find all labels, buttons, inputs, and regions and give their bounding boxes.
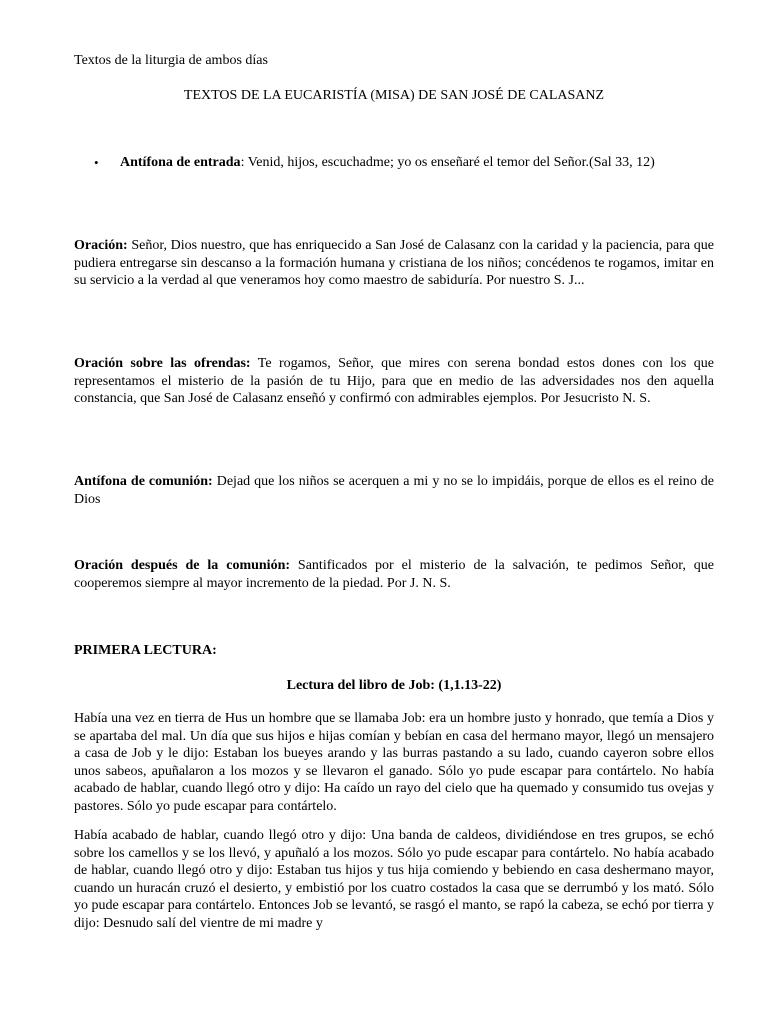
lectura-title: Lectura del libro de Job: (1,1.13-22): [286, 678, 502, 693]
oracion-despues-paragraph: [74, 557, 714, 592]
oracion-ofrendas-paragraph: [74, 355, 714, 408]
oracion-label: Oración:: [74, 238, 128, 253]
bullet-icon: •: [94, 155, 99, 170]
oracion-paragraph: [74, 237, 714, 290]
antifona-entrada-text: [120, 154, 714, 172]
oracion-body: Señor, Dios nuestro, que has enriquecido a San José de Calasanz con la caridad y la paciencia, para que pudiera entregarse sin descanso a la formación humana y cristiana de los niños; concédenos te rogamos, imitar en su servicio a la verdad al que veneramos hoy como maestro de sabiduría. Por nuestro S. J...: [74, 238, 714, 288]
lectura-paragraph-1: Había una vez en tierra de Hus un hombre que se llamaba Job: era un hombre justo y honrado, que temía a Dios y se apartaba del mal. Un día que sus hijos e hijas comían y bebían en casa del hermano mayor, llegó un mensajero a casa de Job y le dijo: Estaban los bueyes arando y las burras pastando a su lado, cuando cayeron sobre ellos unos sabeos, apuñalaron a los mozos y se llevaron el ganado. Sólo yo pude escapar para contártelo. No había acabado de hablar, cuando llegó otro y dijo: Ha caído un rayo del cielo que ha quemado y consumido tus ovejas y pastores. Sólo yo pude escapar para contártelo.: [74, 711, 714, 814]
antifona-comunion-paragraph: [74, 473, 714, 508]
oracion-despues-body: Santificados por el misterio de la salvación, te pedimos Señor, que cooperemos siempre al mayor incremento de la piedad. Por J. N. S.: [74, 558, 714, 591]
antifona-entrada-item: [74, 154, 714, 172]
header-line: Textos de la liturgia de ambos días: [74, 53, 268, 68]
main-title: TEXTOS DE LA EUCARISTÍA (MISA) DE SAN JOSÉ DE CALASANZ: [183, 88, 605, 103]
lectura-paragraph-2: Había acabado de hablar, cuando llegó otro y dijo: Una banda de caldeos, dividiéndose en tres grupos, se echó sobre los camellos y se los llevó, y apuñaló a los mozos. Sólo yo pude escapar para contártelo. No había acabado de hablar, cuando llegó otro y dijo: Estaban tus hijos y tus hija comiendo y bebiendo en casa deshermano mayor, cuando un huracán cruzó el desierto, y embistió por los cuatro costados la casa que se derrumbó y los mató. Sólo yo pude escapar para contártelo. Entonces Job se levantó, se rasgó el manto, se rapó la cabeza, se echó por tierra y dijo: Desnudo salí del vientre de mi madre y: [74, 828, 714, 931]
oracion-ofrendas-label: Oración sobre las ofrendas:: [74, 356, 251, 371]
primera-lectura-heading: PRIMERA LECTURA:: [74, 643, 217, 658]
antifona-comunion-label: Antífona de comunión:: [74, 474, 213, 489]
antifona-comunion-body: Dejad que los niños se acerquen a mi y no se lo impidáis, porque de ellos es el reino de Dios: [74, 474, 714, 507]
oracion-ofrendas-body: Te rogamos, Señor, que mires con serena bondad estos dones con los que representamos el misterio de la pasión de tu Hijo, para que en medio de las adversidades nos den aquella constancia, que San José de Calasanz enseñó y confirmó con admirables ejemplos. Por Jesucristo N. S.: [74, 356, 715, 406]
antifona-entrada-body: : Venid, hijos, escuchadme; yo os enseñaré el temor del Señor.(Sal 33, 12): [240, 155, 655, 170]
oracion-despues-label: Oración después de la comunión:: [74, 558, 291, 573]
antifona-entrada-label: Antífona de entrada: [120, 155, 241, 170]
